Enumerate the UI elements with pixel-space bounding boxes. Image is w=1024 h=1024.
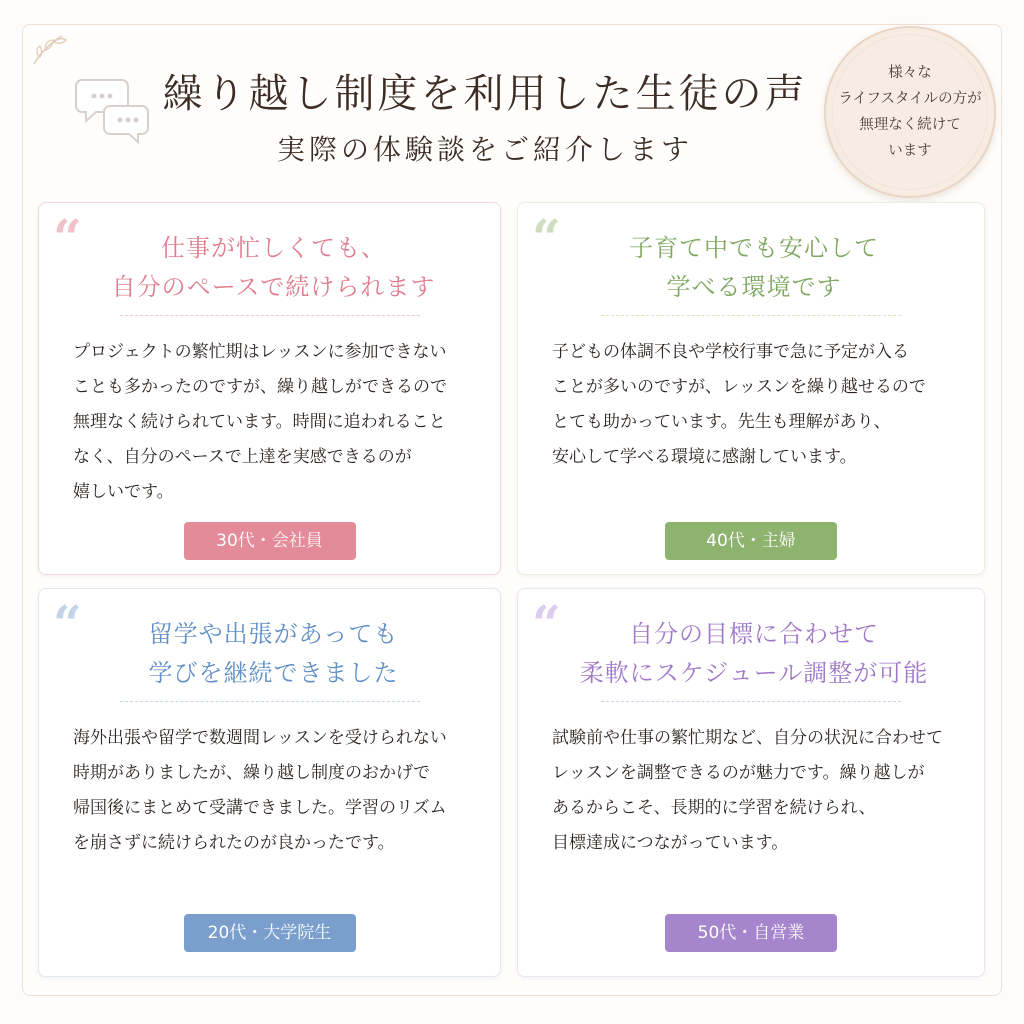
dashed-divider (601, 315, 901, 316)
testimonial-heading: 子育て中でも安心して 学べる環境です (629, 234, 879, 301)
leaf-ornament-icon (30, 30, 68, 68)
quote-mark-icon: “ (532, 594, 561, 653)
dashed-divider (601, 701, 901, 702)
testimonial-card (517, 202, 985, 575)
quote-mark-icon: “ (53, 208, 82, 267)
testimonial-card (517, 588, 985, 977)
quote-mark-icon: “ (53, 594, 82, 653)
testimonial-card (38, 202, 501, 575)
testimonial-heading: 仕事が忙しくても、 自分のペースで続けられます (111, 234, 436, 301)
dashed-divider (120, 701, 420, 702)
testimonial-body: 海外出張や留学で数週間レッスンを受けられない 時期がありましたが、繰り越し制度のおかげで 帰国後にまとめて受講できました。学習のリズム を崩さずに続けられたのが良かったです。 (73, 728, 447, 853)
profile-tag: 50代・自営業 (665, 914, 837, 952)
dashed-divider (120, 315, 420, 316)
badge-text: 様々な ライフスタイルの方が 無理なく続けて います (838, 65, 982, 159)
lifestyle-badge (824, 26, 996, 198)
profile-tag: 40代・主婦 (665, 522, 837, 560)
page-title: 繰り越し制度を利用した生徒の声 (162, 71, 808, 117)
page-subtitle: 実際の体験談をご紹介します (276, 133, 693, 166)
quote-mark-icon: “ (532, 208, 561, 267)
testimonial-body: プロジェクトの繁忙期はレッスンに参加できない ことも多かったのですが、繰り越しができるので 無理なく続けられています。時間に追われること なく、自分のペースで上達を実感できるのが 嬉しいです。 (73, 342, 447, 502)
profile-tag: 30代・会社員 (184, 522, 356, 560)
profile-tag: 20代・大学院生 (184, 914, 356, 952)
testimonial-body: 子どもの体調不良や学校行事で急に予定が入る ことが多いのですが、レッスンを繰り越せるので とても助かっています。先生も理解があり、 安心して学べる環境に感謝しています。 (552, 342, 926, 467)
testimonial-body: 試験前や仕事の繁忙期など、自分の状況に合わせて レッスンを調整できるのが魅力です。繰り越しが あるからこそ、長期的に学習を続けられ、 目標達成につながっています。 (552, 728, 943, 853)
testimonial-heading: 自分の目標に合わせて 柔軟にスケジュール調整が可能 (579, 620, 929, 687)
testimonial-card (38, 588, 501, 977)
testimonial-heading: 留学や出張があっても 学びを継続できました (148, 620, 399, 687)
